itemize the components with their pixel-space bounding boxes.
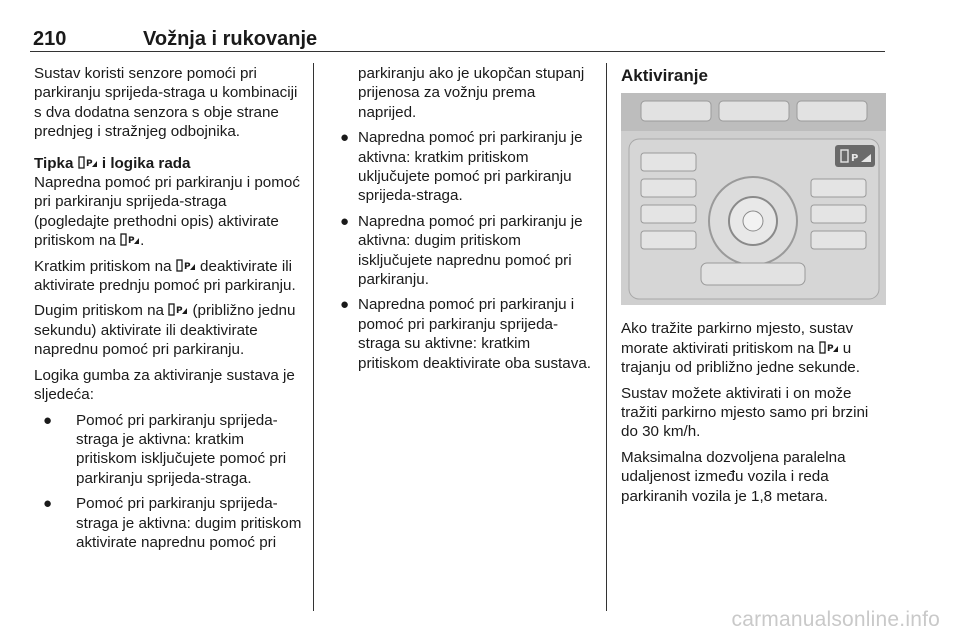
park-assist-icon [819,341,839,354]
list-item: ● Napredna pomoć pri parkiranju je aktivna: dugim pritiskom isključujete naprednu pomoć pri parkiranju. [340,212,583,289]
svg-text:P: P [128,236,135,247]
park-assist-icon [120,233,140,246]
svg-text:P: P [176,306,183,317]
bullet: ● [340,129,350,147]
paragraph-1: Napredna pomoć pri parkiranju i pomoć pri parkiranju sprijeda-straga (pogledajte prethodni opis) aktivirate pritiskom na P . [34,174,300,250]
list-item: ● Pomoć pri parkiranju sprijeda-straga je aktivna: dugim pritiskom aktivirate naprednu pomoć pri [43,495,302,551]
column-divider-1 [313,63,314,611]
paragraph-3: Dugim pritiskom na P (približno jednu sekundu) aktivirate ili deaktivirate naprednu pomoć pri parkiranju. [34,302,296,359]
intro-paragraph: Sustav koristi senzore pomoći pri parkiranju sprijeda-straga u kombinaciji s dva dodatna senzora s obje strane prednjeg i stražnjeg odbojnika. [34,65,298,141]
center-console-photo [621,93,886,305]
page-number: 210 [33,28,67,50]
header-rule [30,51,885,52]
page-header [30,28,885,52]
center-console-illustration [621,93,886,305]
paragraph-2: Kratkim pritiskom na P deaktivirate ili aktivirate prednju pomoć pri parkiranju. [34,257,296,295]
column-divider-2 [606,63,607,611]
svg-text:P: P [85,158,93,169]
svg-text:P: P [851,153,859,165]
activation-paragraph-3: Maksimalna dozvoljena paralelna udaljenost između vozila i reda parkiranih vozila je 1,8 metara. [621,448,846,505]
paragraph-4: Logika gumba za aktiviranje sustava je sljedeća: [34,366,295,404]
list-item: ● Pomoć pri parkiranju sprijeda-straga je aktivna: kratkim pritiskom isključujete pomoć pri parkiranju sprijeda-straga. [43,411,287,487]
bullet: ● [43,495,53,513]
bullet: ● [340,212,350,230]
svg-text:P: P [183,261,191,272]
chapter-title: Vožnja i rukovanje [143,28,318,50]
column-3 [621,64,889,512]
park-assist-icon [176,259,196,272]
section-heading-button-logic: Tipka P i logika rada [34,154,191,172]
list-item: ● Napredna pomoć pri parkiranju je aktivna: kratkim pritiskom uključujete pomoć pri parkiranju sprijeda-straga. [340,129,583,205]
bullet: ● [43,411,53,429]
column-1 [34,64,304,558]
park-assist-icon [78,156,98,169]
section-heading-activation: Aktiviranje [621,66,708,85]
continued-paragraph: parkiranju ako je ukopčan stupanj prijenosa za vožnju prema naprijed. [358,65,585,121]
svg-text:P: P [826,343,834,354]
activation-paragraph-1: Ako tražite parkirno mjesto, sustav morate aktivirati pritiskom na P u trajanju od približno jedne sekunde. [621,320,860,377]
activation-paragraph-2: Sustav možete aktivirati i on može tražiti parkirno mjesto samo pri brzini do 30 km/h. [621,384,869,441]
bullet: ● [340,296,350,314]
park-assist-icon [168,303,188,316]
list-item: ● Napredna pomoć pri parkiranju i pomoć pri parkiranju sprijeda-straga su aktivne: kratkim pritiskom deaktivirate oba sustava. [340,296,591,372]
column-2 [331,64,593,379]
watermark: carmanualsonline.info [731,608,940,631]
